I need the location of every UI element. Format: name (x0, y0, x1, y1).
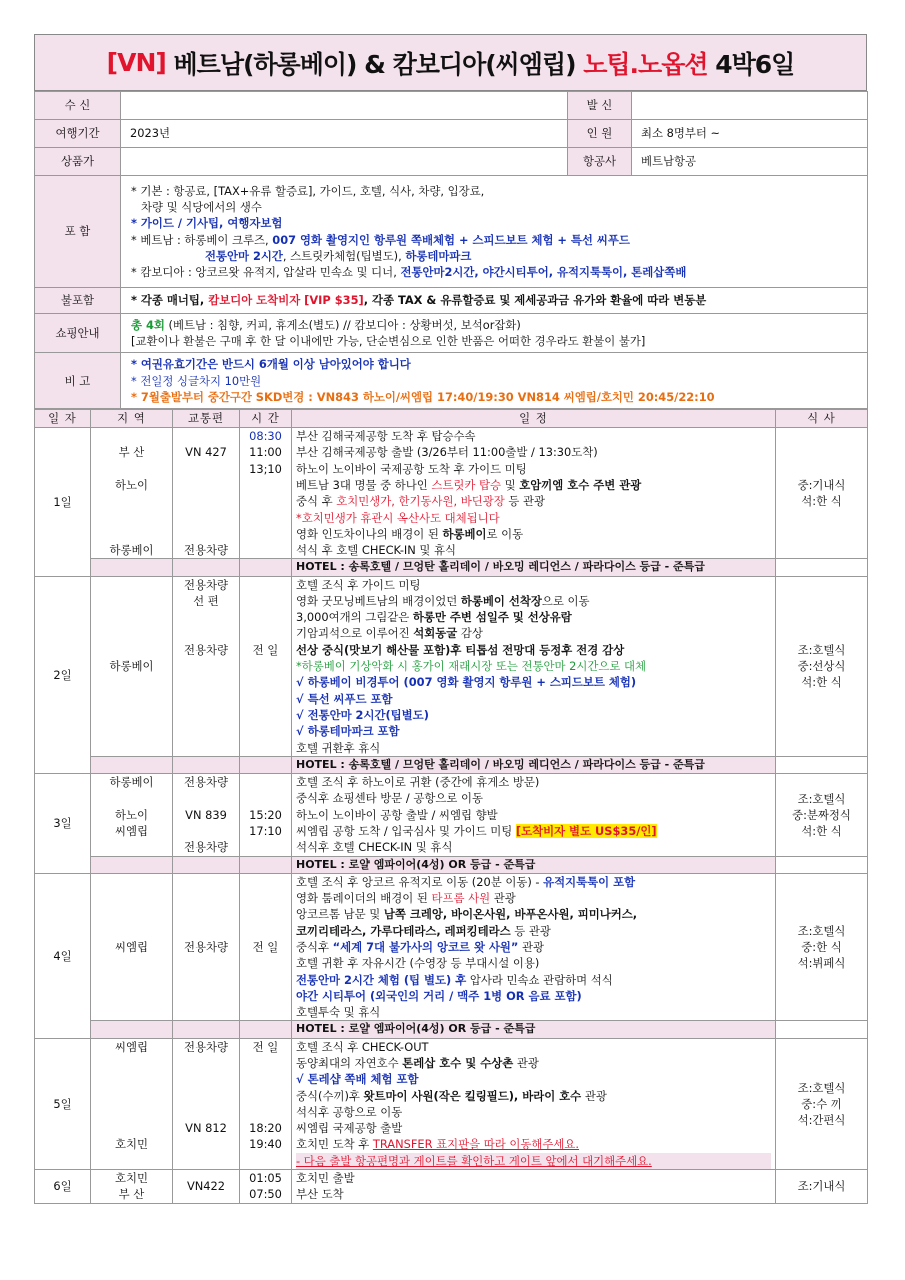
meal-text: 중:선상식 (797, 659, 846, 674)
day5-schedule (292, 1038, 776, 1169)
transfer-note: TRANSFER 표지판을 따라 이동해주세요. (372, 1137, 580, 1152)
schedule-line: 호텔 귀환 후 자유시간 (수영장 등 부대시설 이용) (296, 956, 540, 971)
day2-meals (776, 576, 868, 756)
schedule-text: 영화 인도차이나의 배경이 된 (296, 526, 443, 541)
schedule-text: 감상 (457, 626, 483, 641)
shopping-text: 총 4회 (131, 318, 165, 332)
day2-region: 하롱베이 (91, 576, 173, 756)
schedule-line: 석식후 호텔 CHECK-IN 및 휴식 (296, 840, 453, 855)
region-text: 부 산 (118, 445, 145, 460)
notes-label: 비 고 (35, 353, 121, 409)
time-text: 08:30 (249, 429, 282, 444)
included-line (131, 248, 859, 264)
schedule-text: 왓트마이 사원(작은 킬링필드), 바라이 호수 (363, 1088, 582, 1103)
day5-time (240, 1038, 292, 1169)
schedule-line: *호치민생가 휴관시 옥산사도 대체됩니다 (296, 510, 500, 525)
time-text: 07:50 (249, 1187, 282, 1202)
schedule-text: 하롱베이 (442, 526, 487, 541)
shopping-line: [교환이나 환불은 구매 후 한 달 이내에만 가능, 단순변심으로 인한 반품은 어떠한 경우라도 환불이 불가] (131, 334, 646, 349)
day6-schedule (292, 1170, 776, 1204)
meal-text: 석:뷔페식 (797, 956, 846, 971)
period-label: 여행기간 (35, 120, 121, 148)
schedule-line (296, 1136, 771, 1152)
notes-line: * 여권유효기간은 반드시 6개월 이상 남아있어야 합니다 (131, 357, 411, 372)
schedule-line: 중식후 쇼핑센타 방문 / 공항으로 이동 (296, 791, 483, 806)
schedule-line (296, 477, 771, 493)
schedule-line: 야간 시티투어 (외국인의 거리 / 맥주 1병 OR 음료 포함) (296, 988, 582, 1003)
region-text: 부 산 (118, 1187, 145, 1202)
schedule-line: 호텔 조식 후 가이드 미팅 (296, 577, 421, 592)
day4-region: 씨엠립 (91, 873, 173, 1021)
day3-time (240, 774, 292, 856)
schedule-text: 중식 후 (296, 494, 337, 509)
region-text: 하노이 (114, 477, 148, 492)
schedule-text: 관광 (581, 1088, 607, 1103)
gate-note: - 다음 출발 항공편명과 게이트를 확인하고 게이트 앞에서 대기해주세요. (296, 1153, 771, 1169)
day4-hotel: HOTEL : 로얄 엠파이어(4성) OR 등급 - 준특급 (292, 1021, 776, 1038)
meal-text: 조:기내식 (797, 1179, 846, 1194)
schedule-text: 유적지툭툭이 포함 (543, 874, 636, 889)
meal-text: 중:한 식 (801, 939, 842, 954)
schedule-line (296, 526, 771, 542)
schedule-line: 씨엠립 국제공항 출발 (296, 1121, 403, 1136)
included-line: 차량 및 식당에서의 생수 (141, 200, 262, 215)
schedule-line: 호텔투숙 및 휴식 (296, 1005, 381, 1020)
included-line (131, 264, 859, 280)
transport-text: 전용차량 (183, 1039, 228, 1054)
day1-region (91, 428, 173, 559)
schedule-line (296, 1088, 771, 1104)
day3-transport (173, 774, 240, 856)
price-value (121, 148, 568, 176)
schedule-text: 씨엠립 공항 도착 / 입국심사 및 가이드 미팅 (296, 823, 516, 838)
schedule-text: 및 (501, 477, 520, 492)
schedule-line: 석식 후 호텔 CHECK-IN 및 휴식 (296, 543, 457, 558)
schedule-text: 관광 (518, 939, 545, 954)
schedule-line: 하노이 노이바이 공항 출발 / 씨엠립 향발 (296, 807, 498, 822)
schedule-line (296, 939, 771, 955)
transport-text: VN 812 (185, 1121, 227, 1136)
schedule-line (296, 923, 771, 939)
header-region: 지 역 (91, 410, 173, 428)
shopping-content (121, 314, 868, 353)
schedule-text: 호치민생가, 한기동사원, 바딘광장 (336, 494, 505, 509)
region-text: 호치민 (114, 1171, 148, 1185)
schedule-text: 기암괴석으로 이루어진 (296, 626, 414, 641)
schedule-text: 으로 이동 (541, 593, 590, 608)
included-text: * 베트남 : 하롱베이 크루즈, (131, 232, 273, 247)
schedule-line: √ 전통안마 2시간(팁별도) (296, 707, 429, 722)
day-label: 6일 (35, 1170, 91, 1204)
schedule-line (296, 890, 771, 906)
transport-text: 전용차량 (183, 775, 228, 790)
excluded-label: 불포함 (35, 288, 121, 314)
meal-text: 석:한 식 (801, 823, 842, 838)
region-text: 하롱베이 (109, 543, 154, 558)
notes-line: * 7월출발부터 중간구간 SKD변경 : VN843 하노이/씨엠립 17:40/19:30 VN814 씨엠립/호치민 20:45/22:10 (131, 389, 715, 404)
schedule-line: 석식후 공항으로 이동 (296, 1104, 403, 1119)
included-text: * 캄보디아 : 앙코르왓 유적지, 압살라 민속쇼 및 디너, (131, 264, 401, 279)
day1-schedule (292, 428, 776, 559)
region-text: 호치민 (114, 1137, 148, 1152)
meal-text: 조:호텔식 (797, 923, 846, 938)
schedule-line: √ 특선 씨푸드 포함 (296, 691, 393, 706)
title-tag: [VN] (106, 48, 166, 77)
schedule-table (34, 409, 868, 1204)
schedule-text: 하롱만 주변 섬일주 및 선상유람 (412, 610, 572, 625)
time-text: 13;10 (249, 461, 282, 476)
schedule-line: 호텔 조식 후 하노이로 귀환 (중간에 휴게소 방문) (296, 775, 540, 790)
region-text: 씨엠립 (114, 823, 148, 838)
schedule-line: 호치민 출발 (296, 1171, 355, 1185)
meal-text: 석:한 식 (801, 675, 842, 690)
region-text: 하롱베이 (109, 775, 154, 790)
day2-transport (173, 576, 240, 756)
day-label: 1일 (35, 428, 91, 577)
day2-schedule (292, 576, 776, 756)
transport-text: 전용차량 (183, 577, 228, 592)
meal-text: 중:수 끼 (801, 1096, 842, 1111)
schedule-text: 동양최대의 자연호수 (296, 1055, 403, 1070)
schedule-text: 관광 (490, 891, 516, 906)
day-label: 2일 (35, 576, 91, 773)
time-text: 01:05 (249, 1171, 282, 1185)
transport-text: VN 427 (185, 445, 227, 460)
schedule-text: 영화 툼레이더의 배경이 된 (296, 891, 432, 906)
excluded-content (121, 288, 868, 314)
day-label: 5일 (35, 1038, 91, 1169)
sender-value (632, 92, 868, 120)
sender-label: 발 신 (568, 92, 632, 120)
schedule-text: 관광 (513, 1055, 539, 1070)
schedule-line: *하롱베이 기상악화 시 홍가이 재래시장 또는 전통안마 2시간으로 대체 (296, 659, 647, 674)
transport-text: 선 편 (193, 593, 219, 608)
time-text: 전 일 (252, 642, 279, 657)
day1-hotel: HOTEL : 송록호텔 / 므엉탄 홀리데이 / 바오밍 레디언스 / 파라다이스 등급 - 준특급 (292, 559, 776, 576)
schedule-line (296, 1055, 771, 1071)
header-time: 시 간 (240, 410, 292, 428)
schedule-text: 석회동굴 (413, 626, 458, 641)
schedule-text: 등 관광 (510, 923, 551, 938)
schedule-text: 로 이동 (486, 526, 524, 541)
schedule-text: 톤레삽 호수 및 수상촌 (402, 1055, 514, 1070)
schedule-text: 베트남 3대 명물 중 하나인 (296, 477, 432, 492)
schedule-text: 남쪽 크레앙, 바이온사원, 바푸온사원, 피미나커스, (383, 907, 638, 922)
shopping-text: (베트남 : 침향, 커피, 휴게소(별도) // 캄보디아 : 상황버섯, 보석or잡화) (164, 318, 521, 332)
included-text: 하롱테마파크 (405, 248, 472, 263)
schedule-line: √ 톤레샵 쪽배 체험 포함 (296, 1072, 419, 1087)
schedule-text: 호치민 도착 후 (296, 1137, 373, 1152)
region-text: 씨엠립 (114, 1039, 148, 1054)
day1-time (240, 428, 292, 559)
itinerary-document (34, 34, 867, 1204)
schedule-text: 등 관광 (504, 494, 546, 509)
day6-meals (776, 1170, 868, 1204)
notes-content (121, 353, 868, 409)
transport-text: 전용차량 (183, 543, 228, 558)
schedule-line (296, 625, 771, 641)
day3-hotel: HOTEL : 로얄 엠파이어(4성) OR 등급 - 준특급 (292, 856, 776, 873)
schedule-text: 호텔 조식 후 앙코르 유적지로 이동 (20분 이동) - (296, 874, 544, 889)
title-highlight: 노팁.노옵션 (583, 49, 708, 79)
meal-text: 중:기내식 (797, 478, 846, 492)
included-text: 007 영화 촬영지인 항루원 쪽배체험 + 스피드보트 체험 + 특선 씨푸드 (272, 232, 630, 247)
recipient-label: 수 신 (35, 92, 121, 120)
people-value: 최소 8명부터 ~ (632, 120, 868, 148)
schedule-text: 호암끼엠 호수 주변 관광 (519, 477, 642, 492)
time-text: 15:20 (249, 807, 282, 822)
included-text: , 스트릿카체험(팁별도), (282, 248, 406, 263)
transport-text: 전용차량 (183, 642, 228, 657)
day5-transport (173, 1038, 240, 1169)
info-table (34, 91, 868, 409)
schedule-text: 3,000여개의 그림같은 (296, 610, 413, 625)
schedule-line: √ 하롱테마파크 포함 (296, 724, 400, 739)
visa-note: [도착비자 별도 US$35/인] (515, 823, 657, 838)
meal-text: 조:호텔식 (797, 642, 846, 657)
day2-hotel: HOTEL : 송록호텔 / 므엉탄 홀리데이 / 바오밍 레디언스 / 파라다이스 등급 - 준특급 (292, 756, 776, 773)
included-text: 전통안마 2시간 (205, 248, 283, 263)
time-text: 19:40 (249, 1137, 282, 1152)
schedule-text: 영화 굿모닝베트남의 배경이었던 (296, 593, 461, 608)
schedule-text: 코끼리테라스, 가루다테라스, 레퍼킹테라스 (296, 923, 511, 938)
schedule-line (296, 874, 771, 890)
included-text: 전통안마2시간, 야간시티투어, 유적지툭툭이, 톤레삽쪽배 (400, 264, 687, 279)
day2-time (240, 576, 292, 756)
time-text: 17:10 (249, 823, 282, 838)
transport-text: 전용차량 (183, 840, 228, 855)
meal-text: 석:간편식 (797, 1112, 846, 1127)
airline-label: 항공사 (568, 148, 632, 176)
header-day: 일 자 (35, 410, 91, 428)
day6-region (91, 1170, 173, 1204)
schedule-line (296, 906, 771, 922)
period-value: 2023년 (121, 120, 568, 148)
schedule-text: 전통안마 2시간 체험 (팁 별도) 후 (296, 972, 467, 987)
included-label: 포 함 (35, 176, 121, 288)
day1-transport (173, 428, 240, 559)
schedule-line (296, 972, 771, 988)
header-meal: 식 사 (776, 410, 868, 428)
schedule-line: 호텔 조식 후 CHECK-OUT (296, 1039, 429, 1054)
included-line: * 가이드 / 기사팁, 여행자보험 (131, 216, 283, 231)
schedule-text: 앙코르톰 남문 및 (296, 907, 384, 922)
time-text: 18:20 (249, 1121, 282, 1136)
day6-time (240, 1170, 292, 1204)
airline-value: 베트남항공 (632, 148, 868, 176)
day4-schedule (292, 873, 776, 1021)
schedule-line: 하노이 노이바이 국제공항 도착 후 가이드 미팅 (296, 461, 527, 476)
schedule-text: 중식(수끼)후 (296, 1088, 364, 1103)
title-main: 베트남(하롱베이) & 캄보디아(씨엠립) (173, 49, 576, 79)
excluded-text: * 각종 매너팁, (131, 293, 209, 308)
schedule-line: 선상 중식(맛보기 해산물 포함)후 티톱섬 전망대 등정후 전경 감상 (296, 642, 625, 657)
schedule-text: 압사라 민속쇼 관람하며 석식 (466, 972, 613, 987)
meal-text: 조:호텔식 (797, 1080, 846, 1095)
included-line (131, 232, 859, 248)
included-content (121, 176, 868, 288)
day-label: 3일 (35, 774, 91, 874)
document-title (34, 34, 867, 91)
schedule-line (296, 493, 771, 509)
schedule-line: 호텔 귀환후 휴식 (296, 740, 381, 755)
day3-region (91, 774, 173, 856)
title-days: 4박6일 (715, 49, 795, 79)
price-label: 상품가 (35, 148, 121, 176)
time-text: 11:00 (249, 445, 282, 460)
schedule-line (296, 609, 771, 625)
schedule-text: 타프롬 사원 (431, 891, 491, 906)
recipient-value (121, 92, 568, 120)
day3-meals (776, 774, 868, 856)
notes-line: * 전일정 싱글차지 10만원 (131, 373, 262, 388)
schedule-text: “세계 7대 불가사의 앙코르 왓 사원” (332, 939, 519, 954)
shopping-line (131, 317, 859, 333)
header-schedule: 일 정 (292, 410, 776, 428)
meal-text: 중:분짜정식 (792, 807, 851, 822)
day6-transport: VN422 (173, 1170, 240, 1204)
shopping-label: 쇼핑안내 (35, 314, 121, 353)
day-label: 4일 (35, 873, 91, 1038)
day3-schedule (292, 774, 776, 856)
schedule-line (296, 823, 771, 839)
schedule-line (296, 593, 771, 609)
day4-time: 전 일 (240, 873, 292, 1021)
day4-meals (776, 873, 868, 1021)
header-transport: 교통편 (173, 410, 240, 428)
schedule-text: 중식후 (296, 939, 333, 954)
day5-meals (776, 1038, 868, 1169)
meal-text: 석:한 식 (801, 494, 842, 509)
schedule-line: √ 하롱베이 비경투어 (007 영화 촬영지 항루원 + 스피드보트 체험) (296, 675, 637, 690)
schedule-line: 부산 김해국제공항 출발 (3/26부터 11:00출발 / 13:30도착) (296, 445, 598, 460)
schedule-text: 스트릿카 탑승 (431, 477, 502, 492)
day4-transport: 전용차량 (173, 873, 240, 1021)
schedule-line: 부산 김해국제공항 도착 후 탑승수속 (296, 429, 476, 444)
schedule-line: 부산 도착 (296, 1187, 344, 1202)
day1-meals (776, 428, 868, 559)
transport-text: VN 839 (185, 807, 227, 822)
meal-text: 조:호텔식 (797, 791, 846, 806)
included-line: * 기본 : 항공료, [TAX+유류 할증료], 가이드, 호텔, 식사, 차량, 입장료, (131, 183, 485, 198)
day5-region (91, 1038, 173, 1169)
time-text: 전 일 (252, 1039, 279, 1054)
excluded-text: , 각종 TAX & 유류할증료 및 제세공과금 유가와 환율에 따라 변동분 (363, 293, 707, 308)
schedule-text: 하롱베이 선착장 (460, 593, 542, 608)
excluded-text: 캄보디아 도착비자 [VIP $35] (208, 293, 364, 308)
region-text: 하노이 (114, 807, 148, 822)
people-label: 인 원 (568, 120, 632, 148)
